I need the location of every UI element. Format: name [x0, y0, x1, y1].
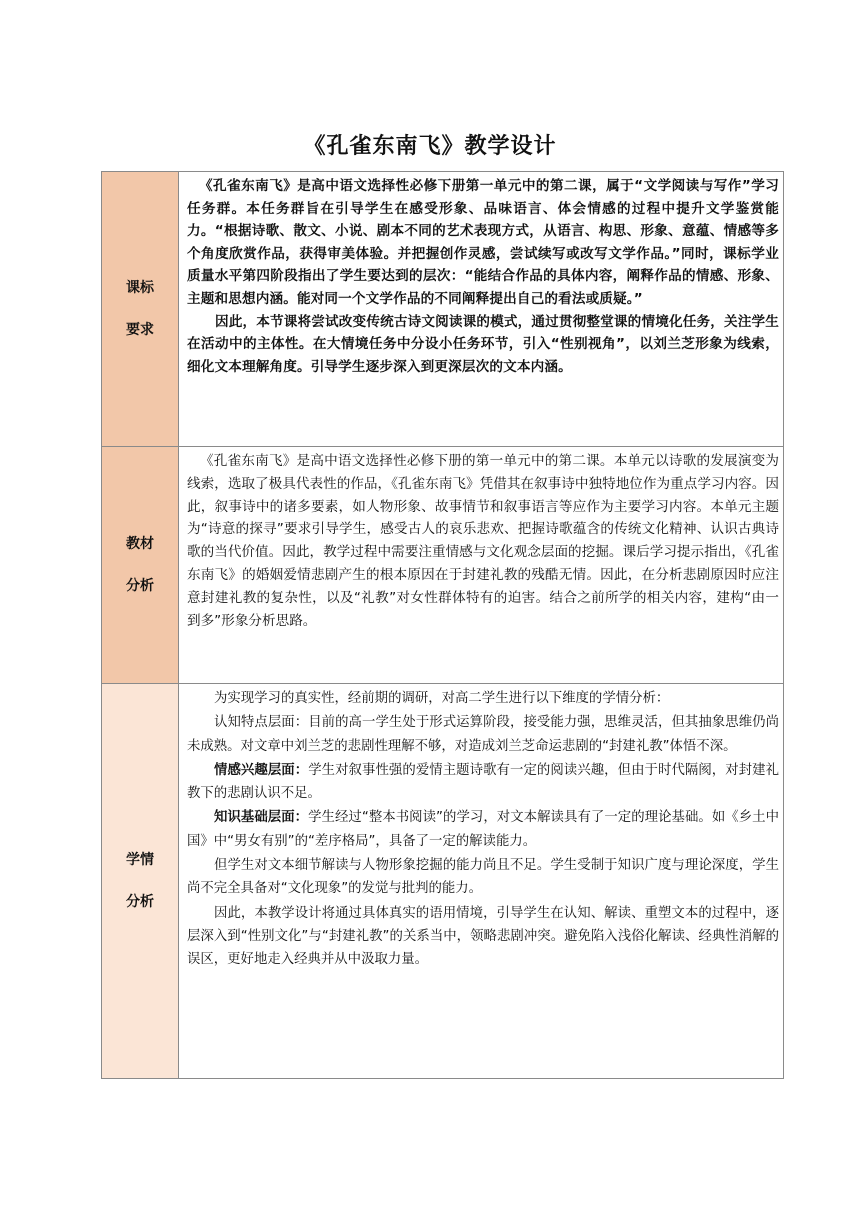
paragraph-emotion [187, 759, 779, 806]
knowledge-lead: 知识基础层面： [214, 810, 309, 826]
emotion-text: 学生对叙事性强的爱情主题诗歌有一定的阅读兴趣，但由于时代隔阂，对封建礼教下的悲剧认识不足。 [187, 762, 780, 802]
row-label-line2: 分析 [126, 894, 154, 910]
row-content-curriculum [179, 172, 784, 447]
paragraph-weakness: 但学生对文本细节解读与人物形象挖掘的能力尚且不足。学生受制于知识广度与理论深度，学生尚不完全具备对“文化现象”的发觉与批判的能力。 [187, 858, 779, 897]
paragraph-knowledge [187, 806, 779, 853]
paragraph: 《孔雀东南飞》是高中语文选择性必修下册的第一单元中的第二课。本单元以诗歌的发展演变为线索，选取了极具代表性的作品，《孔雀东南飞》凭借其在叙事诗中独特地位作为重点学习内容。因此，叙事诗中的诸多要素，如人物形象、故事情节和叙事语言等应作为主要学习内容。本单元主题为“诗意的探寻”要求引导学生，感受古人的哀乐悲欢、把握诗歌蕴含的传统文化精神、认识古典诗歌的当代价值。因此，教学过程中需要注重情感与文化观念层面的挖掘。课后学习提示指出，《孔雀东南飞》的婚姻爱情悲剧产生的根本原因在于封建礼教的残酷无情。因此，在分析悲剧原因时应注意封建礼教的复杂性，以及“礼教”对女性群体特有的迫害。结合之前所学的相关内容，建构“由一到多”形象分析思路。 [187, 453, 779, 629]
emotion-lead: 情感兴趣层面： [214, 762, 309, 778]
row-label-textbook [102, 447, 179, 684]
row-label-line1: 学情 [126, 852, 154, 868]
teaching-design-table [101, 171, 784, 1079]
row-content-learner [179, 684, 784, 1079]
row-content-textbook [179, 447, 784, 684]
row-label-line2: 分析 [126, 578, 154, 594]
row-label-line1: 课标 [126, 280, 154, 296]
paragraph-conclusion: 因此，本教学设计将通过具体真实的语用情境，引导学生在认知、解读、重塑文本的过程中，逐层深入到“性别文化”与“封建礼教”的关系当中，领略悲剧冲突。避免陷入浅俗化解读、经典性消解的误区，更好地走入经典并从中汲取力量。 [187, 905, 779, 968]
row-label-line1: 教材 [126, 536, 154, 552]
paragraph: 因此，本节课将尝试改变传统古诗文阅读课的模式，通过贯彻整堂课的情境化任务，关注学生在活动中的主体性。在大情境任务中分设小任务环节，引入“性别视角”，以刘兰芝形象为线索，细化文本理解角度。引导学生逐步深入到更深层次的文本内涵。 [187, 313, 779, 375]
paragraph-intro: 为实现学习的真实性，经前期的调研，对高二学生进行以下维度的学情分析： [214, 691, 670, 706]
paragraph-cognitive [187, 711, 779, 758]
cognitive-lead: 认知特点层面： [214, 715, 309, 731]
table-row-learner [102, 684, 784, 1079]
document-title: 《孔雀东南飞》教学设计 [303, 134, 557, 159]
paragraph: 《孔雀东南飞》是高中语文选择性必修下册第一单元中的第二课，属于“文学阅读与写作”学习任务群。本任务群旨在引导学生在感受形象、品味语言、体会情感的过程中提升文学鉴赏能力。“根据诗歌、散文、小说、剧本不同的艺术表现方式，从语言、构思、形象、意蕴、情感等多个角度欣赏作品，获得审美体验。并把握创作灵感，尝试续写或改写文学作品。”同时，课标学业质量水平第四阶段指出了学生要达到的层次：“能结合作品的具体内容，阐释作品的情感、形象、主题和思想内涵。能对同一个文学作品的不同阐释提出自己的看法或质疑。” [187, 178, 779, 307]
row-label-learner [102, 684, 179, 1079]
table-row-textbook [102, 447, 784, 684]
cognitive-text: 目前的高一学生处于形式运算阶段，接受能力强，思维灵活，但其抽象思维仍尚未成熟。对文章中刘兰芝的悲剧性理解不够，对造成刘兰芝命运悲剧的“封建礼教”体悟不深。 [187, 715, 780, 754]
knowledge-text: 学生经过“整本书阅读”的学习，对文本解读具有了一定的理论基础。如《乡土中国》中“男女有别”的“差序格局”，具备了一定的解读能力。 [187, 810, 780, 849]
table-row-curriculum [102, 172, 784, 447]
row-label-curriculum [102, 172, 179, 447]
row-label-line2: 要求 [126, 322, 154, 338]
